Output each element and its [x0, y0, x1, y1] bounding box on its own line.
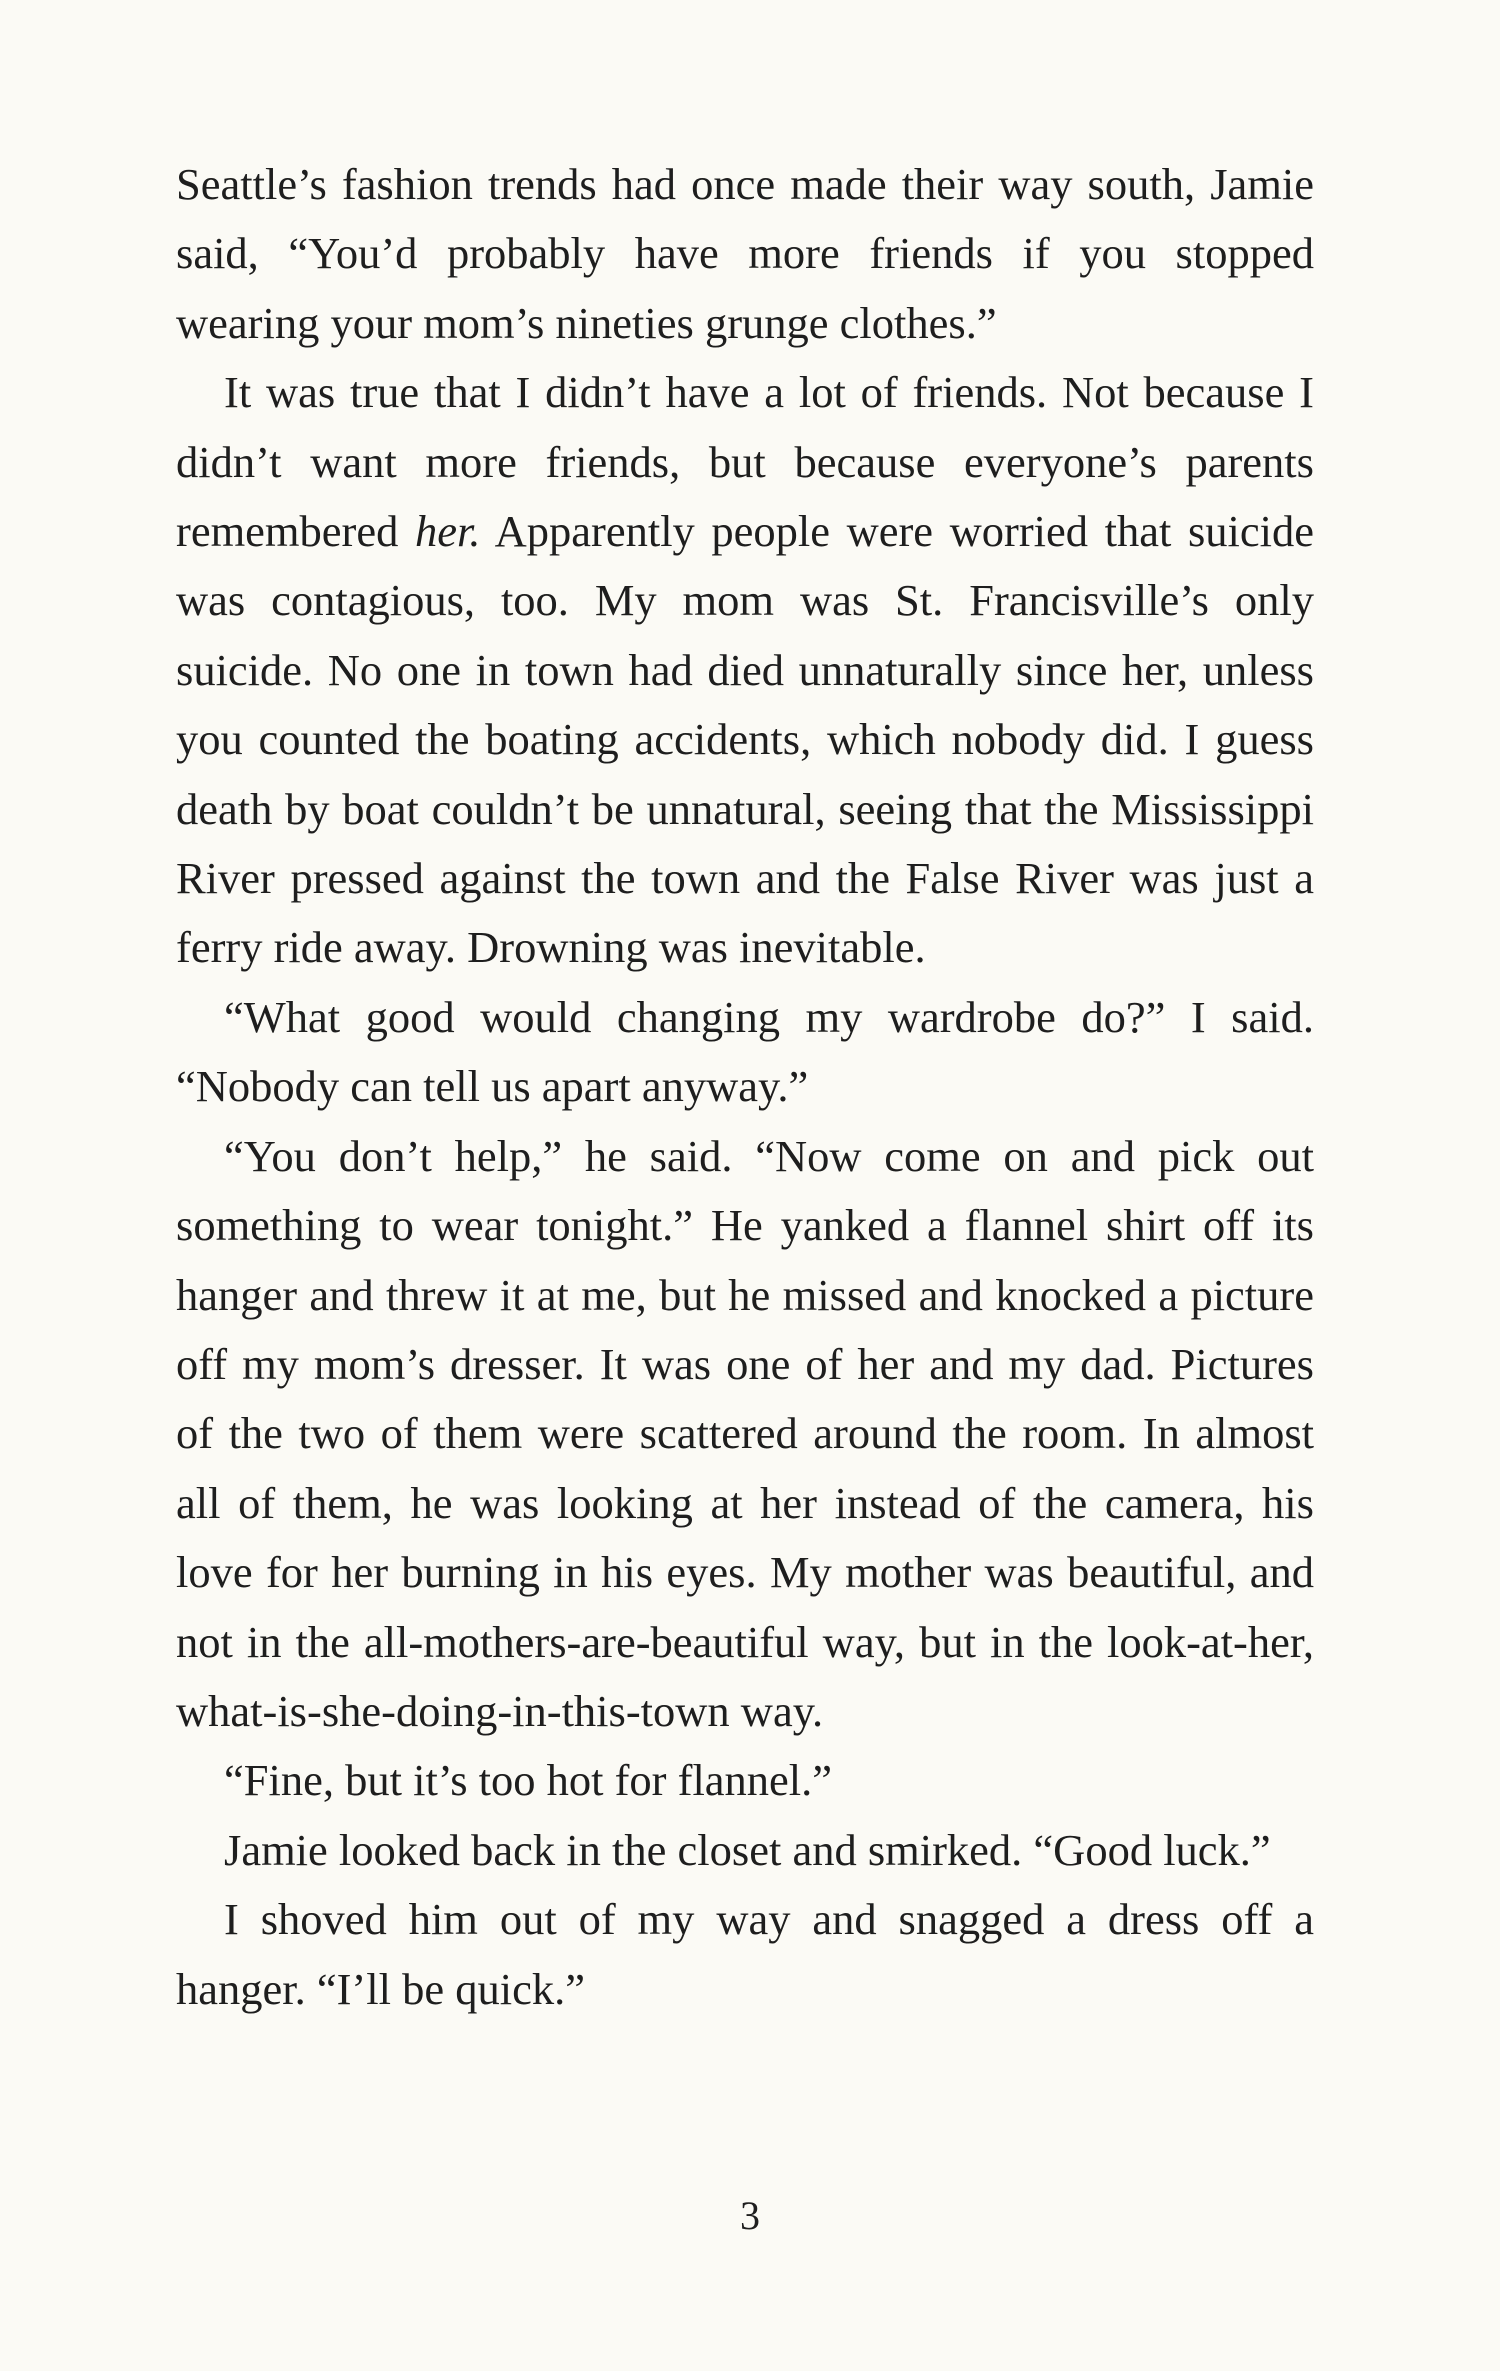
paragraph-text: Apparently people were worried that suicide was contagious, too. My mom was St. Francisville’s only suicide. No one in town had died unnaturally since her, unless you counted the boating accidents, which nobody did. I guess death by boat couldn’t be unnatural, seeing that the Mississippi River pressed against the town and the False River was just a ferry ride away. Drowning was inevitable. [176, 506, 1315, 973]
emphasized-text: her. [414, 506, 481, 557]
paragraph [176, 1746, 1314, 1815]
paragraph-text: “What good would changing my wardrobe do?” I said. “Nobody can tell us apart anyway.” [176, 991, 1314, 1112]
paragraph-text: Seattle’s fashion trends had once made their way south, Jamie said, “You’d probably have more friends if you stopped wearing your mom’s nineties grunge clothes.” [176, 159, 1314, 348]
paragraph [176, 1885, 1314, 2024]
paragraph [176, 1816, 1314, 1885]
body-text [176, 150, 1314, 2024]
paragraph-text: I shoved him out of my way and snagged a dress off a hanger. “I’ll be quick.” [176, 1894, 1314, 2014]
paragraph [176, 150, 1314, 358]
paragraph [176, 983, 1314, 1122]
paragraph [176, 358, 1314, 983]
paragraph [176, 1122, 1314, 1747]
paragraph-text: It was true that I didn’t have a lot of friends. Not because I didn’t want more friends, but because everyone’s parents remembered [176, 367, 1314, 557]
paragraph-text: “You don’t help,” he said. “Now come on and pick out something to wear tonight.” He yanked a flannel shirt off its hanger and threw it at me, but he missed and knocked a picture off my mom’s dresser. It was one of her and my dad. Pictures of the two of them were scattered around the room. In almost all of them, he was looking at her instead of the camera, his love for her burning in his eyes. My mother was beautiful, and not in the all-mothers-are-beautiful way, but in the look-at-her, what-is-she-doing-in-this-town way. [176, 1130, 1314, 1736]
paragraph-text: Jamie looked back in the closet and smirked. “Good luck.” [224, 1824, 1271, 1875]
paragraph-text: “Fine, but it’s too hot for flannel.” [224, 1755, 833, 1806]
page-number: 3 [740, 2193, 760, 2238]
